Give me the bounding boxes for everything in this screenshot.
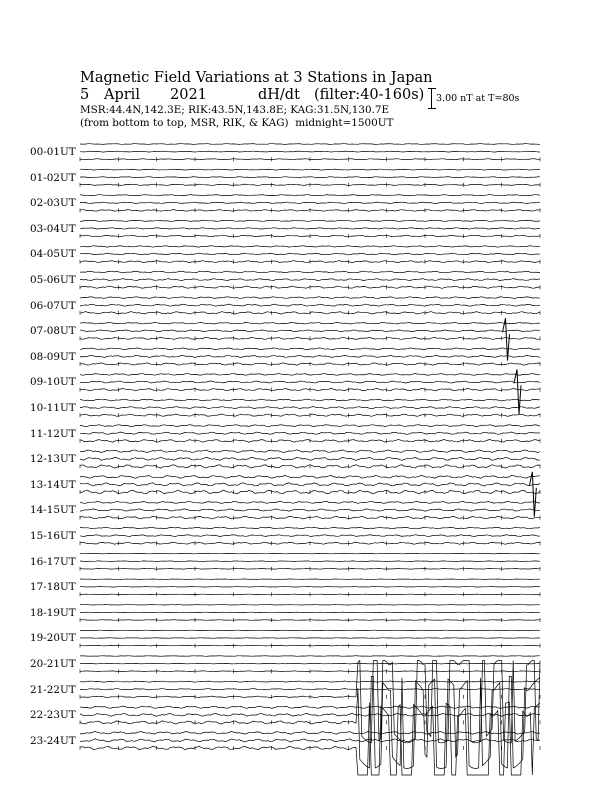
- hour-label-21-22UT: 21-22UT: [30, 683, 76, 696]
- trace-22-23UT-KAG: [80, 706, 540, 708]
- hour-label-19-20UT: 19-20UT: [30, 632, 76, 645]
- hour-label-15-16UT: 15-16UT: [30, 530, 76, 542]
- trace-17-18UT-RIK: [80, 587, 540, 588]
- trace-13-14UT-KAG: [80, 475, 540, 478]
- trace-00-01UT-KAG: [80, 144, 540, 145]
- trace-03-04UT-KAG: [80, 220, 540, 221]
- hour-label-17-18UT: 17-18UT: [30, 581, 76, 594]
- tick-marks-15-16UT: [80, 541, 540, 545]
- hour-label-11-12UT: 11-12UT: [30, 427, 76, 440]
- trace-11-12UT-KAG: [80, 425, 540, 427]
- hour-label-09-10UT: 09-10UT: [30, 376, 76, 389]
- hour-label-18-19UT: 18-19UT: [30, 606, 76, 619]
- date-month: April: [104, 87, 140, 103]
- trace-00-01UT-RIK: [80, 151, 540, 152]
- hour-label-13-14UT: 13-14UT: [30, 478, 76, 491]
- trace-19-20UT-RIK: [80, 638, 540, 639]
- trace-15-16UT-RIK: [80, 535, 540, 537]
- trace-10-11UT-KAG: [80, 399, 540, 401]
- trace-06-07UT-RIK: [80, 304, 540, 306]
- hour-label-22-23UT: 22-23UT: [30, 709, 76, 722]
- trace-12-13UT-KAG: [80, 450, 540, 453]
- trace-10-11UT-RIK: [80, 407, 540, 409]
- trace-02-03UT-KAG: [80, 195, 540, 196]
- hour-label-00-01UT: 00-01UT: [30, 146, 76, 158]
- spike-0: [503, 318, 510, 360]
- chart-title: Magnetic Field Variations at 3 Stations in Japan: [80, 70, 433, 86]
- tick-marks-09-10UT: [80, 388, 540, 392]
- filter-label: (filter:40-160s): [314, 87, 425, 103]
- trace-11-12UT-RIK: [80, 432, 540, 434]
- tick-marks-02-03UT: [80, 208, 540, 212]
- hour-label-06-07UT: 06-07UT: [30, 299, 76, 312]
- hour-label-01-02UT: 01-02UT: [30, 171, 76, 184]
- hour-label-03-04UT: 03-04UT: [30, 222, 76, 235]
- date-year: 2021: [170, 87, 207, 103]
- quantity-label: dH/dt: [258, 87, 300, 103]
- hour-label-05-06UT: 05-06UT: [30, 274, 76, 286]
- trace-15-16UT-KAG: [80, 527, 540, 529]
- hour-label-08-09UT: 08-09UT: [30, 350, 76, 363]
- hour-label-07-08UT: 07-08UT: [30, 325, 76, 338]
- hour-label-10-11UT: 10-11UT: [30, 402, 76, 414]
- trace-21-22UT-RIK: [80, 689, 540, 690]
- trace-14-15UT-KAG: [80, 501, 540, 503]
- trace-18-19UT-RIK: [80, 612, 540, 613]
- station-coordinates: MSR:44.4N,142.3E; RIK:43.5N,143.8E; KAG:31.5N,130.7E: [80, 104, 390, 116]
- trace-07-08UT-RIK: [80, 330, 540, 332]
- trace-07-08UT-KAG: [80, 322, 540, 324]
- trace-01-02UT-KAG: [80, 169, 540, 170]
- trace-16-17UT-KAG: [80, 553, 540, 554]
- trace-21-22UT-KAG: [80, 681, 540, 682]
- midnight-note: midnight=1500UT: [295, 117, 394, 129]
- trace-01-02UT-RIK: [80, 177, 540, 178]
- trace-09-10UT-RIK: [80, 381, 540, 383]
- trace-04-05UT-RIK: [80, 253, 540, 255]
- trace-16-17UT-RIK: [80, 561, 540, 562]
- order-text: (from bottom to top, MSR, RIK, & KAG): [80, 117, 289, 129]
- trace-22-23UT-RIK: [80, 713, 540, 716]
- hour-label-20-21UT: 20-21UT: [30, 658, 76, 670]
- trace-13-14UT-RIK: [80, 483, 540, 486]
- trace-06-07UT-KAG: [80, 297, 540, 299]
- trace-20-21UT-KAG: [80, 656, 540, 657]
- trace-08-09UT-KAG: [80, 348, 540, 350]
- trace-05-06UT-RIK: [80, 279, 540, 281]
- scale-label: 3.00 nT at T=80s: [436, 93, 520, 104]
- date-day: 5: [80, 87, 90, 103]
- trace-09-10UT-KAG: [80, 374, 540, 376]
- hour-label-14-15UT: 14-15UT: [30, 504, 76, 517]
- trace-04-05UT-KAG: [80, 246, 540, 248]
- hour-label-12-13UT: 12-13UT: [30, 453, 76, 466]
- hour-label-04-05UT: 04-05UT: [30, 248, 76, 261]
- trace-02-03UT-RIK: [80, 202, 540, 203]
- hour-label-02-03UT: 02-03UT: [30, 197, 76, 210]
- trace-20-21UT-RIK: [80, 663, 540, 664]
- trace-03-04UT-RIK: [80, 228, 540, 229]
- hour-label-23-24UT: 23-24UT: [30, 734, 76, 747]
- trace-08-09UT-RIK: [80, 355, 540, 357]
- hour-label-16-17UT: 16-17UT: [30, 555, 76, 568]
- trace-05-06UT-KAG: [80, 271, 540, 273]
- trace-14-15UT-RIK: [80, 509, 540, 511]
- tick-marks-22-23UT: [80, 720, 540, 724]
- tick-marks-07-08UT: [80, 336, 540, 340]
- trace-12-13UT-RIK: [80, 457, 540, 460]
